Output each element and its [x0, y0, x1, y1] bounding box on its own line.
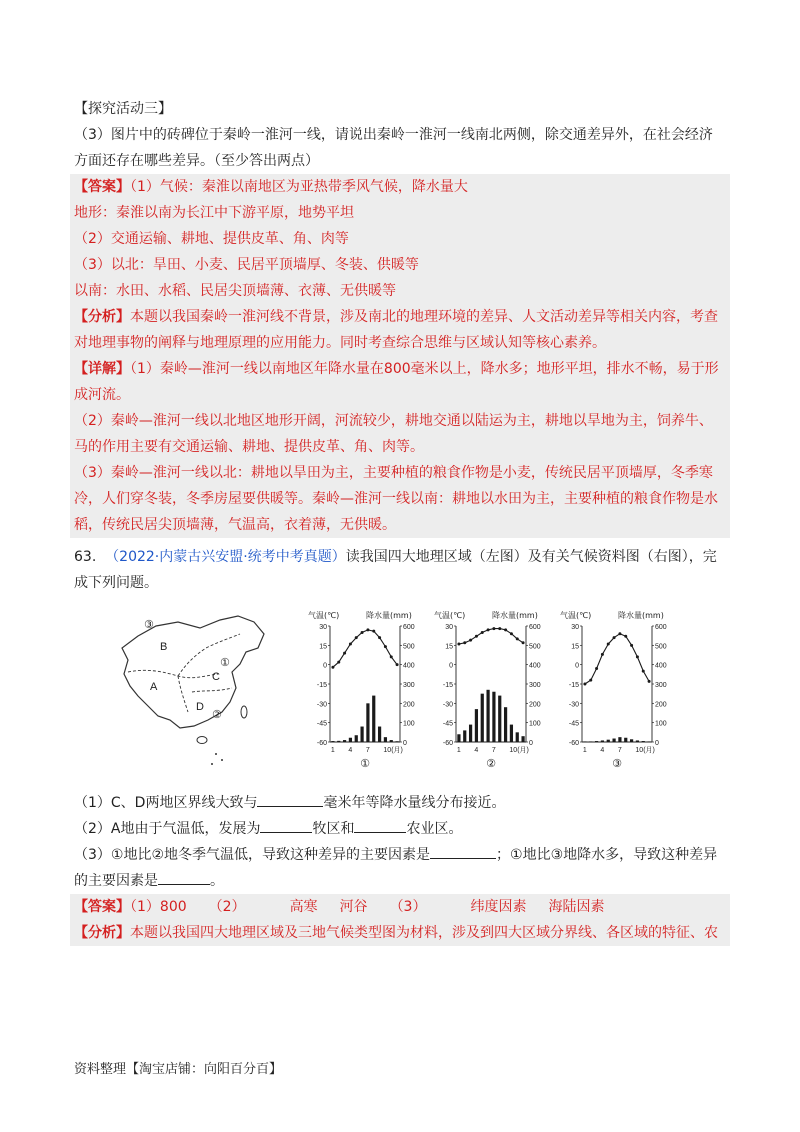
precipitation-bar — [521, 736, 524, 742]
answer-block-1 — [70, 174, 730, 538]
precipitation-tick-label: 200 — [655, 701, 667, 709]
precipitation-bar — [647, 741, 650, 742]
month-tick-label: 1 — [456, 747, 461, 754]
detail-line: 马的作用主要有交通运输、耕地、提供皮革、角、肉等。 — [74, 439, 424, 455]
sub-question-text: （3）①地比②地冬季气温低，导致这种差异的主要因素是 — [74, 847, 431, 863]
answer-item: （2） — [208, 899, 246, 915]
month-tick-label: 4 — [600, 747, 605, 754]
temperature-tick-label: -15 — [316, 682, 327, 689]
precipitation-axis-title: 降水量(mm) — [492, 611, 538, 620]
answer-item: 高寒 — [289, 899, 318, 915]
temperature-tick-label: -60 — [442, 740, 453, 747]
answer-line: （3）以北：旱田、小麦、民居平顶墙厚、冬装、供暖等 — [74, 257, 419, 273]
temperature-tick-label: 30 — [445, 624, 453, 631]
temperature-tick-label: 0 — [449, 662, 453, 670]
document-page — [70, 96, 730, 946]
temperature-point — [630, 644, 633, 647]
question-text: 读我国四大地理区域（左图）及有关气候资料图（右图），完 — [345, 549, 717, 565]
answer-line: 以南：水田、水稻、民居尖顶墙薄、衣薄、无供暖等 — [74, 283, 396, 299]
climate-chart-3 — [560, 608, 682, 770]
chart-caption: ① — [360, 757, 370, 770]
sub-question-3-cont — [70, 868, 730, 894]
month-tick-label: 4 — [474, 747, 479, 754]
precipitation-tick-label: 100 — [529, 720, 541, 728]
analysis-line — [70, 304, 730, 330]
precipitation-bar — [372, 696, 375, 742]
precipitation-bar — [475, 709, 478, 742]
precipitation-bar — [504, 707, 507, 742]
temperature-point — [396, 663, 399, 666]
month-tick-label: 4 — [348, 747, 353, 754]
precipitation-bar — [492, 692, 495, 742]
sub-question-text: 牧区和 — [312, 821, 355, 837]
precipitation-tick-label: 500 — [403, 643, 415, 651]
temperature-line — [585, 634, 649, 684]
temperature-point — [601, 653, 604, 656]
china-regions-map — [108, 608, 288, 768]
detail-line: 冷，人们穿冬装，冬季房屋要供暖等。秦岭—淮河一线以南：耕地以水田为主，主要种植的粮食作物是水 — [74, 491, 718, 507]
footer-text: 资料整理【淘宝店铺：向阳百分百】 — [74, 1062, 283, 1077]
answer-item: 海陆因素 — [548, 899, 605, 915]
sub-question-text: 毫米年等降水量线分布接近。 — [323, 795, 506, 811]
month-tick-label: 7 — [491, 747, 496, 754]
site-label-1: ① — [220, 656, 230, 669]
answer-blank[interactable] — [257, 794, 323, 807]
precipitation-bar — [457, 734, 460, 742]
precipitation-bar — [636, 740, 639, 742]
answer-blank[interactable] — [158, 872, 210, 885]
temperature-point — [481, 631, 484, 634]
temperature-axis-title: 气温(℃) — [434, 611, 466, 620]
temperature-point — [624, 635, 627, 638]
answer-text: （1）气候：秦淮以南地区为亚热带季风气候，降水量大 — [130, 179, 468, 195]
taiwan-island — [241, 706, 247, 718]
temperature-point — [390, 655, 393, 658]
precipitation-bar — [337, 741, 340, 742]
month-tick-label: 10(月) — [635, 747, 655, 754]
month-tick-label: 1 — [582, 747, 587, 754]
region-label-b: B — [160, 641, 168, 653]
precipitation-bar — [481, 694, 484, 742]
site-label-2: ② — [212, 708, 222, 721]
temperature-point — [349, 643, 352, 646]
answer-item: 河谷 — [339, 899, 368, 915]
south-sea-islands — [211, 763, 213, 765]
detail-tag: 【详解】 — [74, 361, 130, 377]
temperature-point — [522, 641, 525, 644]
precipitation-bar — [498, 696, 501, 742]
precipitation-tick-label: 300 — [529, 682, 541, 689]
temperature-point — [510, 632, 513, 635]
precipitation-tick-label: 500 — [529, 643, 541, 651]
answer-tag: 【答案】 — [74, 179, 130, 195]
temperature-point — [457, 643, 460, 646]
question-3-line-1: （3）图片中的砖碑位于秦岭一淮河一线，请说出秦岭一淮河一线南北两侧，除交通差异外，在社会经济 — [74, 127, 713, 143]
month-tick-label: 10(月) — [383, 747, 403, 754]
precipitation-bar — [349, 738, 352, 742]
answer-block-2 — [70, 894, 730, 946]
answer-line — [70, 174, 730, 200]
month-tick-label: 10(月) — [509, 747, 529, 754]
sub-question-text: 的主要因素是 — [74, 873, 158, 889]
precipitation-tick-label: 100 — [655, 720, 667, 728]
temperature-tick-label: -45 — [316, 720, 327, 728]
temperature-point — [504, 628, 507, 631]
precipitation-tick-label: 0 — [529, 740, 533, 747]
analysis-line — [70, 920, 730, 946]
precipitation-tick-label: 0 — [655, 740, 659, 747]
chart-caption: ③ — [612, 757, 622, 770]
precipitation-bar — [486, 690, 489, 742]
temperature-point — [355, 636, 358, 639]
precipitation-bar — [516, 732, 519, 742]
precipitation-tick-label: 300 — [655, 682, 667, 689]
temperature-point — [331, 666, 334, 669]
region-label-d: D — [196, 701, 204, 713]
precipitation-bar — [384, 737, 387, 742]
detail-line: 稻，传统民居尖顶墙薄，气温高，衣着薄，无供暖。 — [74, 517, 396, 533]
temperature-tick-label: -45 — [568, 720, 579, 728]
site-label-3: ③ — [144, 618, 154, 631]
detail-line: 成河流。 — [74, 387, 130, 403]
precipitation-bar — [612, 739, 615, 742]
detail-text: （1）秦岭—淮河一线以南地区年降水量在800毫米以上，降水多；地形平坦，排水不畅，易于形 — [130, 361, 719, 377]
temperature-point — [595, 667, 598, 670]
precipitation-bar — [360, 727, 363, 742]
temperature-point — [516, 637, 519, 640]
hainan-island — [197, 737, 207, 744]
precipitation-tick-label: 600 — [529, 624, 541, 631]
answer-blank[interactable] — [260, 820, 312, 833]
temperature-point — [475, 635, 478, 638]
climate-chart-2 — [434, 608, 556, 770]
precipitation-tick-label: 500 — [655, 643, 667, 651]
climate-chart-1 — [308, 608, 430, 770]
question-source: （2022·内蒙古兴安盟·统考中考真题） — [105, 549, 346, 565]
temperature-tick-label: 30 — [571, 624, 579, 631]
temperature-point — [607, 643, 610, 646]
analysis-tag: 【分析】 — [74, 309, 130, 325]
region-boundary-north — [178, 634, 240, 676]
answer-item: （3） — [389, 899, 427, 915]
temperature-point — [589, 679, 592, 682]
temperature-tick-label: 0 — [575, 662, 579, 670]
precipitation-bar — [469, 725, 472, 742]
temperature-axis-title: 气温(℃) — [308, 611, 340, 620]
detail-line: （3）秦岭—淮河一线以北：耕地以旱田为主，主要种植的粮食作物是小麦，传统民居平顶墙厚，冬季寒 — [74, 465, 713, 481]
answer-blank[interactable] — [430, 846, 496, 859]
temperature-tick-label: 30 — [319, 624, 327, 631]
precipitation-bar — [343, 740, 346, 742]
temperature-tick-label: -45 — [442, 720, 453, 728]
temperature-tick-label: 0 — [323, 662, 327, 670]
precipitation-bar — [390, 740, 393, 742]
precipitation-tick-label: 200 — [403, 701, 415, 709]
temperature-tick-label: 15 — [571, 643, 579, 651]
temperature-point — [487, 628, 490, 631]
temperature-point — [648, 680, 651, 683]
temperature-axis-title: 气温(℃) — [560, 611, 592, 620]
answer-tag: 【答案】 — [74, 899, 130, 915]
precipitation-bar — [630, 739, 633, 742]
south-sea-islands — [215, 753, 217, 755]
precipitation-bar — [595, 741, 598, 742]
detail-line — [70, 356, 730, 382]
sub-question-text: ；①地比③地降水多，导致这种差异 — [496, 847, 718, 863]
region-label-a: A — [150, 681, 158, 693]
south-sea-islands — [221, 759, 223, 761]
temperature-point — [343, 652, 346, 655]
temperature-tick-label: -30 — [442, 701, 453, 709]
question-3-line-2: 方面还存在哪些差异。（至少答出两点） — [74, 153, 319, 169]
temperature-tick-label: -30 — [568, 701, 579, 709]
sub-question-2 — [70, 816, 730, 842]
precipitation-tick-label: 300 — [403, 682, 415, 689]
temperature-tick-label: -30 — [316, 701, 327, 709]
precipitation-tick-label: 0 — [403, 740, 407, 747]
temperature-point — [498, 627, 501, 630]
month-tick-label: 7 — [365, 747, 370, 754]
analysis-text: 本题以我国四大地理区域及三地气候类型图为材料，涉及到四大区域分界线、各区域的特征、农 — [130, 925, 718, 941]
precipitation-bar — [355, 735, 358, 742]
temperature-point — [583, 683, 586, 686]
precipitation-bar — [510, 725, 513, 742]
precipitation-bar — [624, 738, 627, 742]
question-63-line-2: 成下列问题。 — [74, 575, 158, 591]
answer-line: （2）交通运输、耕地、提供皮革、角、肉等 — [74, 231, 349, 247]
detail-line: （2）秦岭—淮河一线以北地区地形开阔，河流较少，耕地交通以陆运为主，耕地以旱地为主，饲养牛、 — [74, 413, 713, 429]
sub-question-text: 。 — [210, 873, 224, 889]
region-boundary-south — [178, 676, 188, 712]
temperature-tick-label: 15 — [319, 643, 327, 651]
temperature-point — [492, 627, 495, 630]
precipitation-bar — [618, 737, 621, 742]
precipitation-bar — [607, 740, 610, 742]
answer-line — [70, 894, 730, 920]
temperature-line — [459, 629, 523, 644]
precipitation-axis-title: 降水量(mm) — [618, 611, 664, 620]
analysis-line: 对地理事物的阐释与地理原理的应用能力。同时考查综合思维与区域认知等核心素养。 — [74, 335, 606, 351]
temperature-tick-label: -15 — [442, 682, 453, 689]
answer-blank[interactable] — [354, 820, 406, 833]
precipitation-axis-title: 降水量(mm) — [366, 611, 412, 620]
temperature-point — [372, 630, 375, 633]
precipitation-bar — [583, 741, 586, 742]
region-boundary-west — [128, 670, 218, 677]
precipitation-bar — [331, 741, 334, 742]
question-63-line-1 — [70, 544, 730, 570]
temperature-point — [636, 655, 639, 658]
sub-question-1 — [70, 790, 730, 816]
precipitation-bar — [395, 741, 398, 742]
precipitation-bar — [463, 730, 466, 742]
temperature-point — [613, 636, 616, 639]
figure — [70, 608, 730, 780]
temperature-point — [378, 636, 381, 639]
region-label-c: C — [212, 671, 220, 683]
precipitation-bar — [589, 741, 592, 742]
precipitation-bar — [378, 727, 381, 742]
temperature-tick-label: 15 — [445, 643, 453, 651]
section-title: 【探究活动三】 — [74, 101, 172, 117]
sub-question-text: （2）A地由于气温低，发展为 — [74, 821, 261, 837]
temperature-point — [642, 670, 645, 673]
temperature-point — [337, 661, 340, 664]
temperature-point — [361, 631, 364, 634]
temperature-line — [333, 630, 397, 667]
country-outline — [122, 616, 264, 728]
sub-question-text: 农业区。 — [406, 821, 463, 837]
analysis-tag: 【分析】 — [74, 925, 130, 941]
temperature-tick-label: -60 — [316, 740, 327, 747]
precipitation-tick-label: 600 — [403, 624, 415, 631]
month-tick-label: 7 — [617, 747, 622, 754]
precipitation-tick-label: 100 — [403, 720, 415, 728]
answer-line: 地形：秦淮以南为长江中下游平原，地势平坦 — [74, 205, 354, 221]
sub-question-3 — [70, 842, 730, 868]
precipitation-tick-label: 400 — [529, 662, 541, 670]
precipitation-bar — [601, 740, 604, 742]
temperature-tick-label: -15 — [568, 682, 579, 689]
temperature-point — [384, 645, 387, 648]
region-boundary-qinling — [192, 688, 232, 692]
temperature-point — [463, 641, 466, 644]
precipitation-tick-label: 600 — [655, 624, 667, 631]
temperature-point — [469, 639, 472, 642]
chart-caption: ② — [486, 757, 496, 770]
precipitation-bar — [366, 703, 369, 742]
question-number: 63. — [74, 549, 97, 565]
precipitation-tick-label: 400 — [655, 662, 667, 670]
month-tick-label: 1 — [330, 747, 335, 754]
answer-item: （1）800 — [130, 899, 187, 915]
precipitation-tick-label: 400 — [403, 662, 415, 670]
answer-item: 纬度因素 — [470, 899, 527, 915]
analysis-text: 本题以我国秦岭一淮河线不背景，涉及南北的地理环境的差异、人文活动差异等相关内容，考查 — [130, 309, 718, 325]
temperature-tick-label: -60 — [568, 740, 579, 747]
temperature-point — [366, 628, 369, 631]
precipitation-bar — [642, 741, 645, 742]
sub-question-text: （1）C、D两地区界线大致与 — [74, 795, 258, 811]
temperature-point — [618, 632, 621, 635]
precipitation-tick-label: 200 — [529, 701, 541, 709]
